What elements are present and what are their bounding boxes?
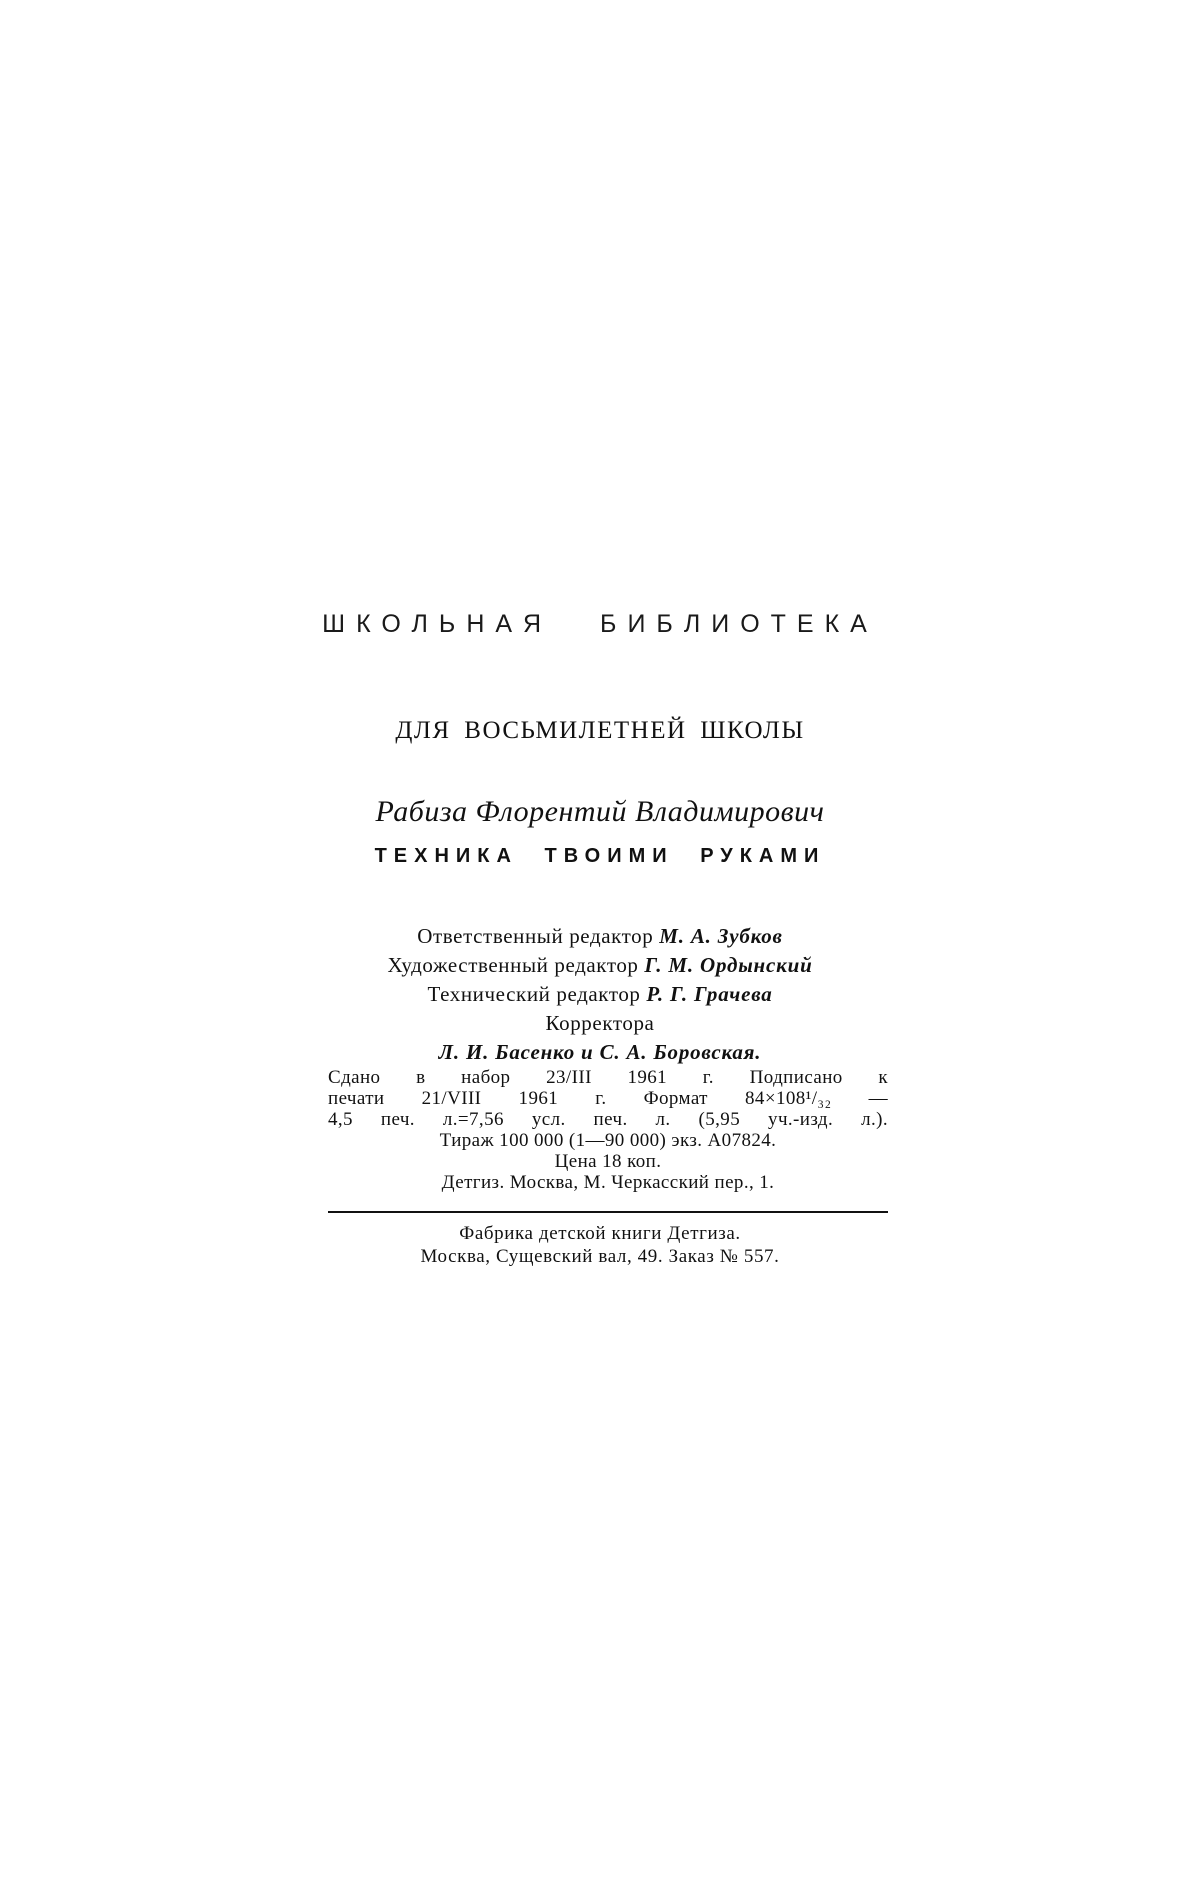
imprint-line-sheets: 4,5 печ. л.=7,56 усл. печ. л. (5,95 уч.-изд. л.).	[328, 1109, 888, 1130]
imprint-line-typeset: Сдано в набор 23/III 1961 г. Подписано к	[328, 1067, 888, 1088]
art-editor-label: Художественный редактор	[387, 953, 639, 977]
imprint-line-format: печати 21/VIII 1961 г. Формат 84×108¹/₃₂ —	[328, 1088, 888, 1109]
proofreaders-label: Корректора	[545, 1011, 655, 1035]
printer-address-order: Москва, Сущевский вал, 49. Заказ № 557.	[420, 1246, 780, 1267]
series-subtitle: ДЛЯ ВОСЬМИЛЕТНЕЙ ШКОЛЫ	[395, 717, 805, 744]
tech-editor-line	[0, 980, 1200, 1009]
proofreaders-names: Л. И. Басенко и С. А. Боровская.	[438, 1040, 762, 1064]
art-editor-line	[0, 951, 1200, 980]
responsible-editor-name: М. А. Зубков	[659, 924, 783, 948]
printer-name: Фабрика детской книги Детгиза.	[459, 1223, 741, 1244]
author-name: Рабиза Флорентий Владимирович	[375, 795, 825, 828]
imprint-line-publisher: Детгиз. Москва, М. Черкасский пер., 1.	[441, 1172, 775, 1193]
imprint-line-print-run: Тираж 100 000 (1—90 000) экз. А07824.	[439, 1130, 777, 1151]
art-editor-name: Г. М. Ордынский	[644, 953, 813, 977]
book-title: ТЕХНИКА ТВОИМИ РУКАМИ	[374, 845, 826, 867]
tech-editor-name: Р. Г. Грачева	[646, 982, 773, 1006]
credits-block	[0, 922, 1200, 1067]
imprint-block	[328, 1067, 888, 1193]
responsible-editor-line	[0, 922, 1200, 951]
tech-editor-label: Технический редактор	[427, 982, 641, 1006]
printer-block	[0, 1222, 1200, 1268]
responsible-editor-label: Ответственный редактор	[417, 924, 654, 948]
series-name: ШКОЛЬНАЯ БИБЛИОТЕКА	[322, 610, 878, 638]
separator-rule	[328, 1211, 888, 1213]
imprint-line-price: Цена 18 коп.	[554, 1151, 662, 1172]
